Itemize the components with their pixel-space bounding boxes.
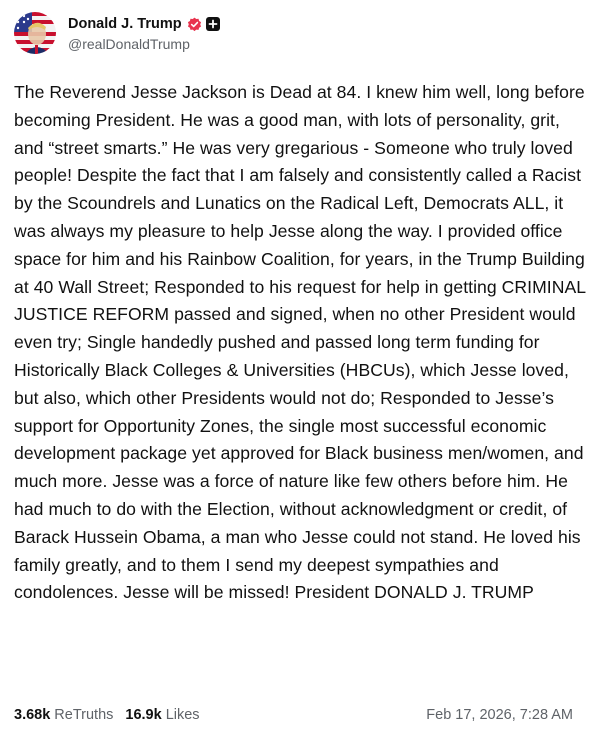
flag-portrait-avatar [14,12,56,54]
retruths-stat[interactable] [14,707,113,723]
avatar[interactable] [14,12,56,54]
retruths-label: ReTruths [54,707,114,723]
plus-badge-icon[interactable] [206,17,220,31]
post-footer [14,703,573,727]
post-header [14,11,220,55]
likes-stat[interactable] [125,707,199,723]
verified-badge-icon [187,17,202,32]
retruths-count: 3.68k [14,707,51,723]
likes-count: 16.9k [125,707,162,723]
post-stats [14,707,200,723]
post-timestamp[interactable]: Feb 17, 2026, 7:28 AM [426,707,573,723]
name-row [68,14,220,34]
post-text: The Reverend Jesse Jackson is Dead at 84. I knew him well, long before becoming President. He was a good man, with lots of personality, grit, and “street smarts.” He was very gregarious - Someone who truly loved people! Despite the fact that I am falsely and consistently called a Racist by the Scoundrels and Lunatics on the Radical Left, Democrats ALL, it was always my pleasure to help Jesse along the way. I provided office space for him and his Rainbow Coalition, for years, in the Trump Building at 40 Wall Street; Responded to his request for help in getting CRIMINAL JUSTICE REFORM passed and signed, when no other President would even try; Single handedly pushed and passed long term funding for Historically Black Colleges & Universities (HBCUs), which Jesse loved, but also, which other Presidents would not do; Responded to Jesse’s support for Opportunity Zones, the single most successful economic development package yet approved for Black business men/women, and much more. Jesse was a force of nature like few others before him. He had much to do with the Election, without acknowledgment or credit, of Barack Hussein Obama, a man who Jesse could not stand. He loved his family greatly, and to them I send my deepest sympathies and condolences. Jesse will be missed! President DONALD J. TRUMP [14,82,591,603]
display-name[interactable]: Donald J. Trump [68,16,182,32]
author-handle[interactable]: @realDonaldTrump [68,36,190,52]
author-names [68,14,220,52]
likes-label: Likes [165,707,200,723]
